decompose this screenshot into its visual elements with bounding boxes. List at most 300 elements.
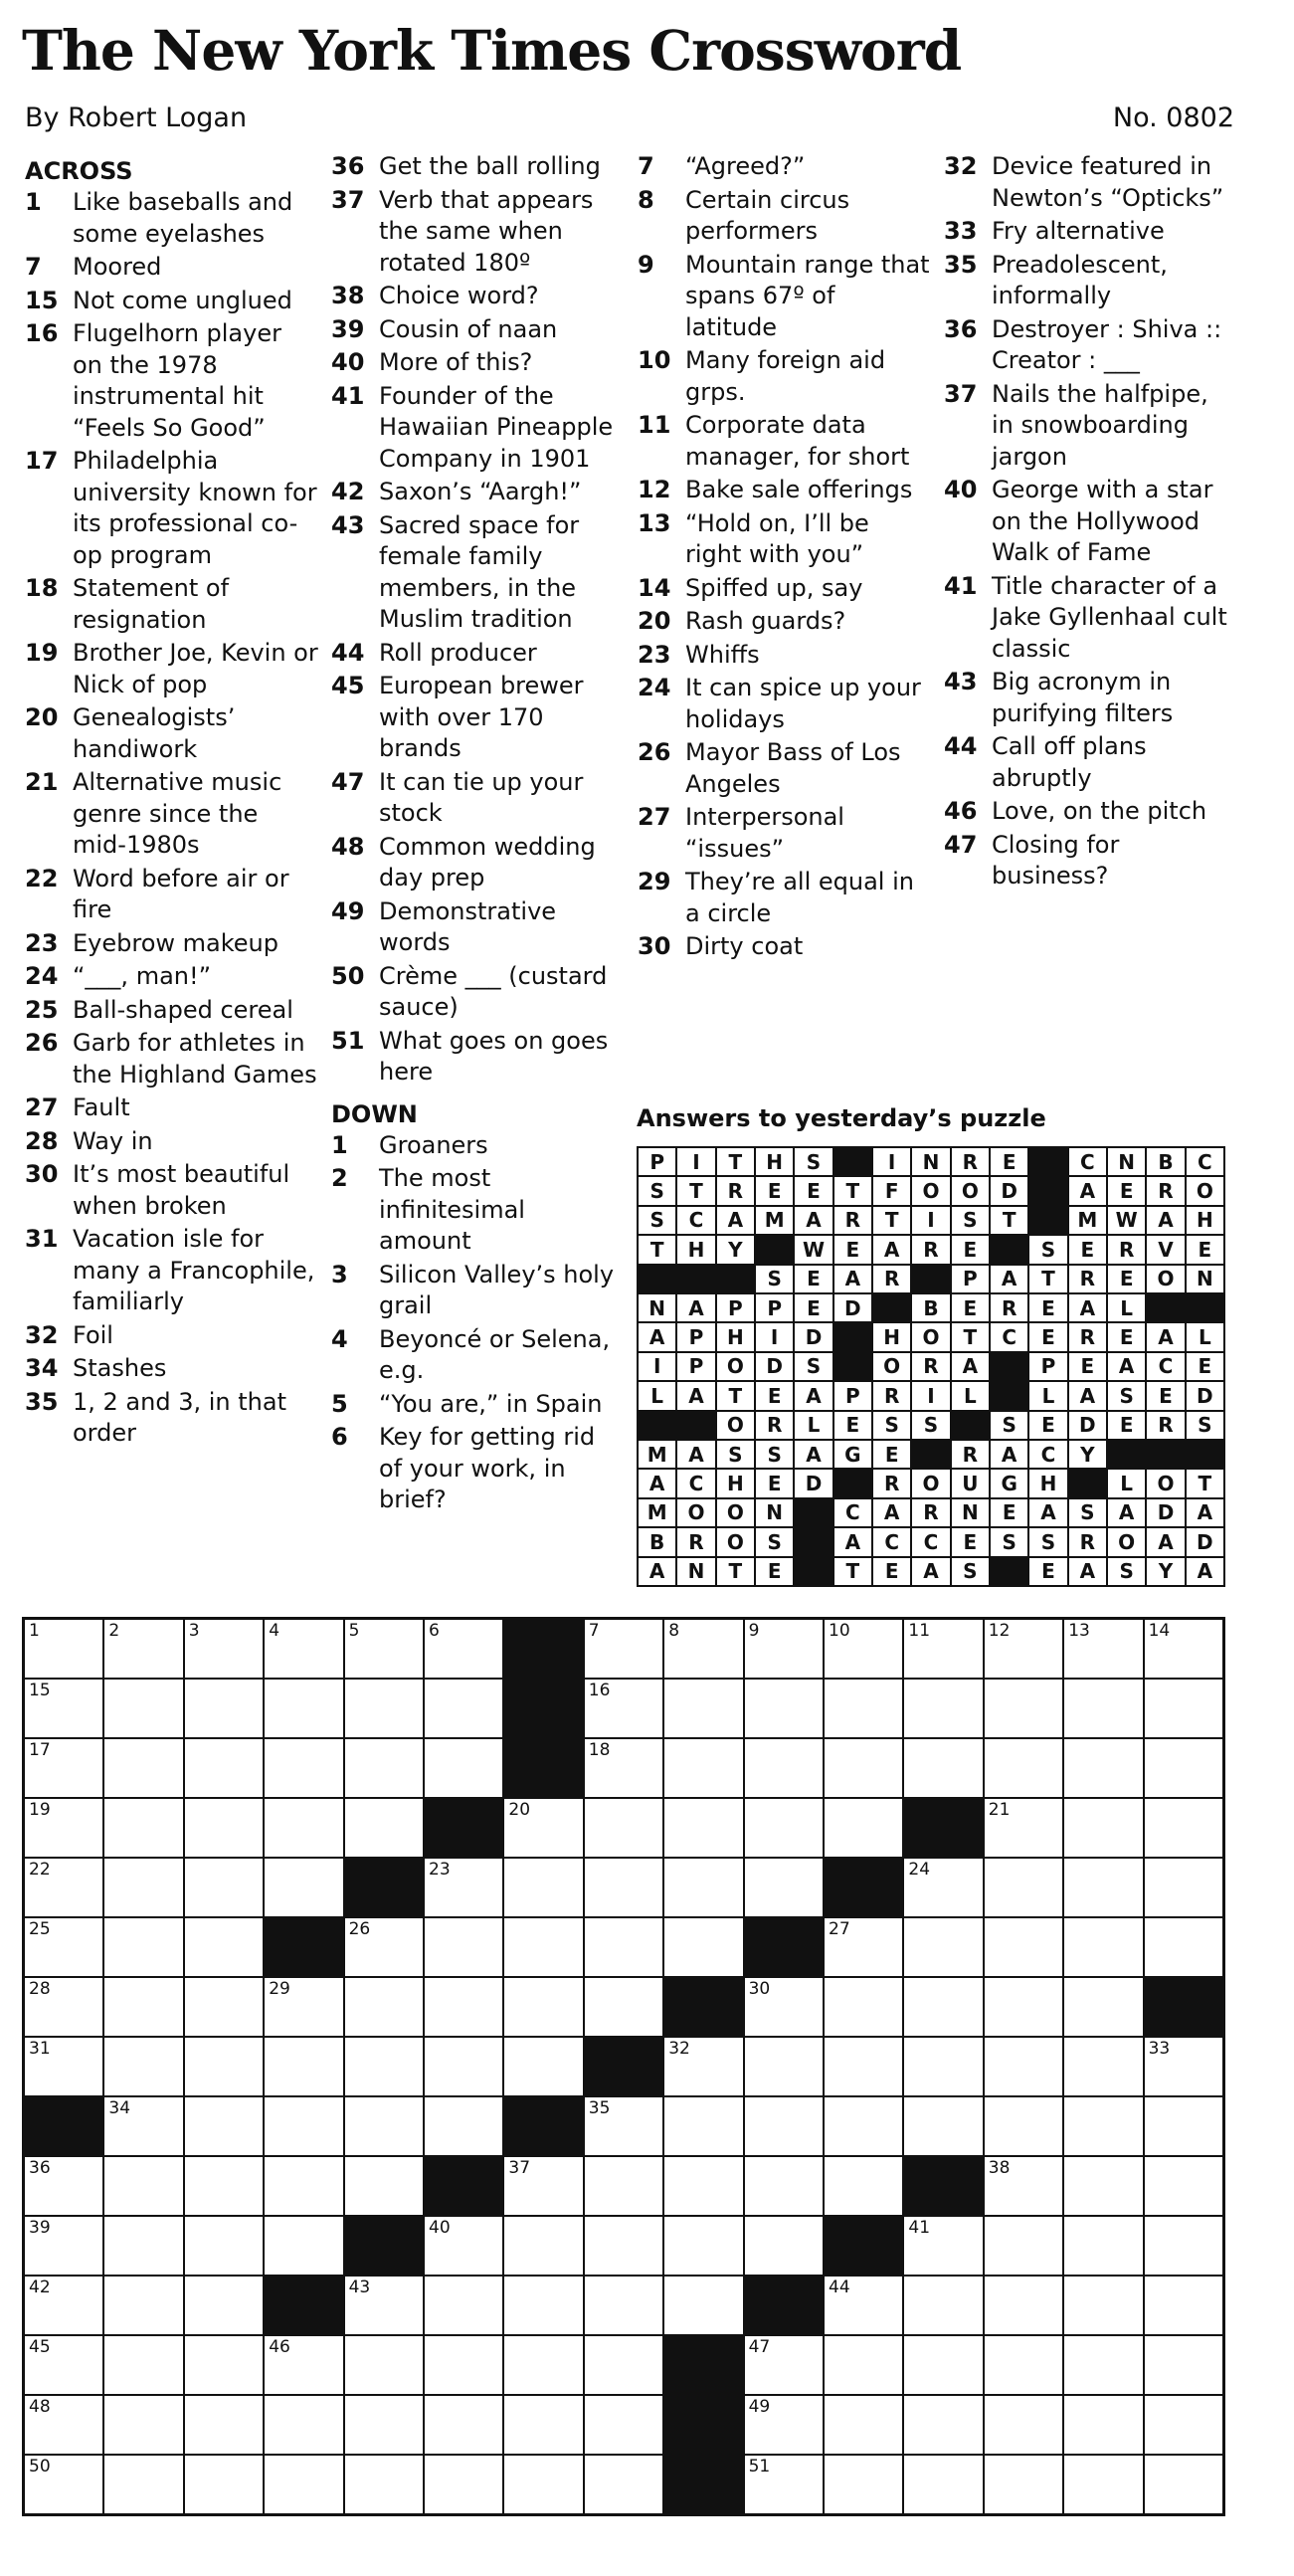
grid-cell[interactable]	[985, 2157, 1062, 2215]
grid-cell[interactable]	[745, 2336, 823, 2394]
grid-cell[interactable]	[504, 1859, 582, 1916]
grid-cell[interactable]	[585, 1680, 662, 1737]
across-clue-45[interactable]	[331, 671, 625, 765]
answer-letter-cell: O	[912, 1470, 949, 1496]
grid-cell[interactable]	[825, 2097, 902, 2155]
across-clue-19[interactable]	[25, 638, 318, 700]
across-clue-32[interactable]	[25, 1320, 318, 1352]
grid-cell[interactable]	[104, 2456, 182, 2513]
grid-cell[interactable]	[25, 1918, 102, 1976]
grid-cell[interactable]	[25, 1620, 102, 1678]
down-clue-12[interactable]	[638, 475, 931, 506]
grid-cell[interactable]	[104, 2157, 182, 2215]
grid-cell[interactable]	[25, 1739, 102, 1797]
down-clue-44[interactable]	[944, 731, 1237, 794]
grid-cell[interactable]	[745, 1680, 823, 1737]
grid-cell[interactable]	[745, 2217, 823, 2275]
across-clue-27[interactable]	[25, 1092, 318, 1124]
across-clue-42[interactable]	[331, 477, 625, 508]
grid-cell[interactable]	[1064, 1739, 1142, 1797]
grid-cell[interactable]	[1145, 1620, 1222, 1678]
grid-cell[interactable]	[904, 2336, 982, 2394]
grid-cell[interactable]	[25, 1799, 102, 1857]
grid-cell[interactable]	[745, 1978, 823, 2036]
grid-cell[interactable]	[345, 2456, 423, 2513]
answer-letter-cell: A	[639, 1558, 675, 1585]
grid-cell[interactable]	[825, 1620, 902, 1678]
clue-number: 23	[25, 928, 59, 957]
grid-cell[interactable]	[664, 1620, 742, 1678]
grid-cell[interactable]	[1145, 2097, 1222, 2155]
clue-text: Certain circus performers	[685, 185, 850, 245]
across-clue-22[interactable]	[25, 864, 318, 926]
down-clue-35[interactable]	[944, 250, 1237, 312]
grid-cell[interactable]	[745, 2038, 823, 2095]
across-clue-30[interactable]	[25, 1159, 318, 1222]
grid-cell[interactable]	[985, 2038, 1062, 2095]
grid-cell[interactable]	[904, 2038, 982, 2095]
grid-cell[interactable]	[745, 1799, 823, 1857]
grid-cell[interactable]	[104, 2336, 182, 2394]
grid-cell[interactable]	[265, 2097, 342, 2155]
grid-cell[interactable]	[265, 1978, 342, 2036]
grid-cell-number: 2	[108, 1621, 120, 1641]
grid-cell[interactable]	[265, 2396, 342, 2454]
grid-cell[interactable]	[985, 1739, 1062, 1797]
answer-letter-cell: S	[795, 1148, 832, 1175]
grid-cell[interactable]	[585, 1978, 662, 2036]
down-clue-20[interactable]	[638, 606, 931, 638]
grid-cell[interactable]	[585, 1918, 662, 1976]
grid-cell[interactable]	[185, 1978, 263, 2036]
grid-cell[interactable]	[185, 2157, 263, 2215]
grid-cell[interactable]	[1064, 2396, 1142, 2454]
across-clue-38[interactable]	[331, 281, 625, 312]
grid-cell[interactable]	[1145, 1918, 1222, 1976]
across-clue-47[interactable]	[331, 767, 625, 830]
across-clue-18[interactable]	[25, 573, 318, 636]
grid-cell[interactable]	[1064, 1680, 1142, 1737]
answer-black-square	[639, 1412, 675, 1439]
grid-cell[interactable]	[585, 2277, 662, 2334]
grid-cell[interactable]	[1145, 2217, 1222, 2275]
grid-cell[interactable]	[825, 1680, 902, 1737]
down-clue-33[interactable]	[944, 216, 1237, 248]
grid-cell[interactable]	[104, 1680, 182, 1737]
answer-letter-cell: S	[639, 1177, 675, 1204]
grid-cell[interactable]	[425, 2217, 502, 2275]
grid-cell[interactable]	[425, 1680, 502, 1737]
grid-cell[interactable]	[265, 1680, 342, 1737]
grid-cell[interactable]	[904, 1620, 982, 1678]
grid-cell[interactable]	[585, 1739, 662, 1797]
grid-cell[interactable]	[585, 1799, 662, 1857]
grid-cell[interactable]	[104, 2396, 182, 2454]
grid-cell[interactable]	[425, 1978, 502, 2036]
grid-cell[interactable]	[345, 1918, 423, 1976]
grid-cell[interactable]	[985, 1680, 1062, 1737]
grid-cell[interactable]	[25, 2396, 102, 2454]
answer-black-square	[1187, 1294, 1223, 1321]
clue-text: Moored	[73, 253, 162, 281]
grid-cell[interactable]	[825, 2277, 902, 2334]
grid-cell[interactable]	[265, 2157, 342, 2215]
grid-cell[interactable]	[345, 2038, 423, 2095]
answer-letter-cell: A	[1187, 1499, 1223, 1526]
grid-cell[interactable]	[904, 2396, 982, 2454]
grid-cell[interactable]	[265, 2038, 342, 2095]
grid-cell[interactable]	[1145, 2456, 1222, 2513]
grid-cell[interactable]	[265, 1620, 342, 1678]
grid-cell[interactable]	[504, 1799, 582, 1857]
grid-cell[interactable]	[745, 1859, 823, 1916]
grid-cell[interactable]	[345, 2336, 423, 2394]
grid-cell[interactable]	[825, 2157, 902, 2215]
grid-cell[interactable]	[585, 2097, 662, 2155]
grid-cell[interactable]	[104, 1620, 182, 1678]
grid-cell[interactable]	[504, 2396, 582, 2454]
down-clue-10[interactable]	[638, 345, 931, 408]
grid-cell[interactable]	[1064, 1799, 1142, 1857]
grid-cell[interactable]	[504, 2456, 582, 2513]
grid-cell[interactable]	[825, 2336, 902, 2394]
down-clue-11[interactable]	[638, 410, 931, 473]
grid-cell[interactable]	[185, 2456, 263, 2513]
grid-cell[interactable]	[745, 1620, 823, 1678]
grid-cell[interactable]	[664, 1918, 742, 1976]
clue-text: Rash guards?	[685, 607, 846, 635]
grid-cell[interactable]	[664, 2277, 742, 2334]
grid-cell[interactable]	[425, 1859, 502, 1916]
across-clue-7[interactable]	[25, 252, 318, 284]
answer-letter-cell: C	[1147, 1353, 1184, 1380]
grid-cell[interactable]	[585, 2396, 662, 2454]
down-clue-40[interactable]	[944, 475, 1237, 569]
grid-cell[interactable]	[585, 2157, 662, 2215]
grid-cell[interactable]	[345, 2097, 423, 2155]
across-clue-17[interactable]	[25, 446, 318, 571]
grid-cell[interactable]	[104, 2277, 182, 2334]
down-clue-41[interactable]	[944, 571, 1237, 666]
across-clue-24[interactable]	[25, 961, 318, 993]
grid-cell[interactable]	[1064, 2277, 1142, 2334]
grid-cell[interactable]	[25, 1859, 102, 1916]
clue-text: Garb for athletes in the Highland Games	[73, 1029, 317, 1089]
answer-letter-cell: L	[1108, 1294, 1145, 1321]
across-clue-1[interactable]	[25, 187, 318, 250]
grid-cell[interactable]	[664, 1859, 742, 1916]
grid-cell[interactable]	[345, 2277, 423, 2334]
down-clue-9[interactable]	[638, 250, 931, 344]
answer-black-square	[991, 1353, 1027, 1380]
grid-cell[interactable]	[185, 2336, 263, 2394]
down-clue-46[interactable]	[944, 796, 1237, 828]
grid-cell[interactable]	[504, 2217, 582, 2275]
grid-cell[interactable]	[25, 1978, 102, 2036]
grid-cell[interactable]	[985, 2336, 1062, 2394]
grid-cell[interactable]	[104, 1918, 182, 1976]
grid-cell[interactable]	[745, 2157, 823, 2215]
grid-cell[interactable]	[904, 1739, 982, 1797]
down-clue-23[interactable]	[638, 640, 931, 672]
down-clue-24[interactable]	[638, 673, 931, 735]
grid-cell[interactable]	[664, 2217, 742, 2275]
down-clue-4[interactable]	[331, 1324, 625, 1387]
grid-cell[interactable]	[585, 1859, 662, 1916]
grid-cell[interactable]	[1145, 1859, 1222, 1916]
grid-cell[interactable]	[504, 1978, 582, 2036]
grid-cell[interactable]	[1064, 1620, 1142, 1678]
answer-letter-cell: A	[1069, 1294, 1106, 1321]
grid-cell[interactable]	[185, 1620, 263, 1678]
answer-letter-cell: P	[639, 1148, 675, 1175]
down-clue-29[interactable]	[638, 867, 931, 929]
grid-cell[interactable]	[185, 2396, 263, 2454]
across-clue-34[interactable]	[25, 1353, 318, 1385]
grid-cell[interactable]	[425, 1918, 502, 1976]
clue-text: Fry alternative	[992, 217, 1165, 245]
grid-cell[interactable]	[345, 1799, 423, 1857]
grid-cell[interactable]	[345, 1680, 423, 1737]
across-clue-49[interactable]	[331, 896, 625, 959]
grid-cell[interactable]	[504, 2277, 582, 2334]
grid-cell[interactable]	[825, 2038, 902, 2095]
grid-cell[interactable]	[25, 2456, 102, 2513]
across-clue-43[interactable]	[331, 510, 625, 636]
grid-cell[interactable]	[185, 1918, 263, 1976]
grid-cell[interactable]	[25, 2336, 102, 2394]
grid-black-square	[504, 1680, 582, 1737]
grid-cell[interactable]	[904, 1680, 982, 1737]
grid-cell[interactable]	[985, 2456, 1062, 2513]
down-clue-30[interactable]	[638, 931, 931, 963]
across-clue-16[interactable]	[25, 318, 318, 444]
across-clue-40[interactable]	[331, 347, 625, 379]
grid-cell[interactable]	[425, 1739, 502, 1797]
grid-cell[interactable]	[425, 2097, 502, 2155]
grid-cell[interactable]	[985, 1799, 1062, 1857]
grid-cell[interactable]	[664, 1799, 742, 1857]
grid-cell[interactable]	[664, 2157, 742, 2215]
crossword-grid	[22, 1617, 1225, 2516]
grid-cell[interactable]	[825, 1918, 902, 1976]
down-clue-14[interactable]	[638, 573, 931, 605]
grid-cell[interactable]	[1064, 2097, 1142, 2155]
grid-cell[interactable]	[985, 1859, 1062, 1916]
grid-cell[interactable]	[664, 1680, 742, 1737]
down-clue-36[interactable]	[944, 314, 1237, 377]
across-clue-21[interactable]	[25, 767, 318, 862]
across-clue-41[interactable]	[331, 381, 625, 476]
grid-cell[interactable]	[585, 2336, 662, 2394]
across-clue-31[interactable]	[25, 1224, 318, 1318]
grid-cell[interactable]	[185, 1739, 263, 1797]
grid-cell[interactable]	[185, 2097, 263, 2155]
grid-cell[interactable]	[664, 1739, 742, 1797]
grid-cell[interactable]	[825, 2456, 902, 2513]
grid-cell[interactable]	[1064, 1859, 1142, 1916]
grid-cell[interactable]	[504, 1918, 582, 1976]
across-clue-28[interactable]	[25, 1126, 318, 1158]
grid-cell[interactable]	[745, 1739, 823, 1797]
down-clue-27[interactable]	[638, 802, 931, 865]
grid-cell[interactable]	[1145, 1739, 1222, 1797]
grid-cell[interactable]	[585, 1620, 662, 1678]
grid-cell[interactable]	[985, 1978, 1062, 2036]
across-clue-50[interactable]	[331, 961, 625, 1024]
grid-cell[interactable]	[825, 2396, 902, 2454]
grid-cell[interactable]	[1145, 1799, 1222, 1857]
grid-cell[interactable]	[504, 2157, 582, 2215]
down-clue-1[interactable]	[331, 1130, 625, 1162]
grid-cell[interactable]	[1145, 2396, 1222, 2454]
grid-cell[interactable]	[425, 2396, 502, 2454]
grid-cell[interactable]	[1064, 2336, 1142, 2394]
grid-cell[interactable]	[904, 2277, 982, 2334]
grid-cell[interactable]	[904, 2097, 982, 2155]
down-clue-3[interactable]	[331, 1260, 625, 1322]
grid-cell[interactable]	[1145, 2336, 1222, 2394]
grid-cell[interactable]	[1145, 2157, 1222, 2215]
grid-cell[interactable]	[745, 2097, 823, 2155]
clue-number: 25	[25, 995, 59, 1024]
grid-cell[interactable]	[104, 1799, 182, 1857]
grid-cell[interactable]	[1145, 2038, 1222, 2095]
grid-cell[interactable]	[985, 2277, 1062, 2334]
across-clue-20[interactable]	[25, 702, 318, 765]
grid-cell[interactable]	[265, 2336, 342, 2394]
clue-text: Mayor Bass of Los Angeles	[685, 738, 901, 798]
grid-cell[interactable]	[185, 1859, 263, 1916]
down-clue-7[interactable]	[638, 151, 931, 183]
grid-cell[interactable]	[904, 2456, 982, 2513]
across-clue-35[interactable]	[25, 1387, 318, 1450]
grid-cell[interactable]	[904, 1918, 982, 1976]
grid-cell[interactable]	[25, 2157, 102, 2215]
grid-cell[interactable]	[265, 1739, 342, 1797]
grid-cell[interactable]	[104, 1978, 182, 2036]
grid-cell[interactable]	[185, 2277, 263, 2334]
grid-cell[interactable]	[985, 2396, 1062, 2454]
grid-cell[interactable]	[1064, 2217, 1142, 2275]
grid-cell[interactable]	[25, 2277, 102, 2334]
grid-cell[interactable]	[985, 2217, 1062, 2275]
down-clue-8[interactable]	[638, 185, 931, 248]
grid-cell[interactable]	[1145, 2277, 1222, 2334]
grid-cell[interactable]	[425, 2336, 502, 2394]
grid-cell[interactable]	[104, 1859, 182, 1916]
down-clue-5[interactable]	[331, 1389, 625, 1421]
grid-cell[interactable]	[904, 1978, 982, 2036]
across-clue-48[interactable]	[331, 832, 625, 894]
down-clue-37[interactable]	[944, 379, 1237, 474]
down-clue-2[interactable]	[331, 1163, 625, 1258]
grid-cell[interactable]	[104, 2217, 182, 2275]
grid-cell[interactable]	[345, 2396, 423, 2454]
grid-cell[interactable]	[504, 2336, 582, 2394]
grid-cell[interactable]	[825, 1739, 902, 1797]
grid-cell[interactable]	[25, 2217, 102, 2275]
grid-cell[interactable]	[985, 2097, 1062, 2155]
answer-letter-cell: R	[1069, 1266, 1106, 1292]
grid-cell[interactable]	[825, 1799, 902, 1857]
grid-cell[interactable]	[25, 2038, 102, 2095]
grid-cell[interactable]	[425, 2277, 502, 2334]
grid-cell[interactable]	[664, 2038, 742, 2095]
across-clue-26[interactable]	[25, 1028, 318, 1090]
grid-cell[interactable]	[104, 2097, 182, 2155]
grid-black-square	[265, 2277, 342, 2334]
answer-letter-cell: T	[639, 1236, 675, 1263]
down-clue-13[interactable]	[638, 508, 931, 571]
grid-cell[interactable]	[1145, 1680, 1222, 1737]
down-clue-43[interactable]	[944, 667, 1237, 729]
grid-cell-number: 33	[1148, 2039, 1171, 2059]
grid-cell[interactable]	[745, 2456, 823, 2513]
grid-cell[interactable]	[185, 2038, 263, 2095]
across-clue-51[interactable]	[331, 1026, 625, 1089]
grid-cell[interactable]	[745, 2396, 823, 2454]
down-clue-32[interactable]	[944, 151, 1237, 214]
grid-cell[interactable]	[104, 1739, 182, 1797]
grid-cell[interactable]	[185, 2217, 263, 2275]
answer-letter-cell: P	[952, 1266, 989, 1292]
grid-cell[interactable]	[345, 1978, 423, 2036]
grid-cell[interactable]	[1064, 2456, 1142, 2513]
grid-cell[interactable]	[664, 2097, 742, 2155]
grid-cell[interactable]	[904, 2217, 982, 2275]
grid-cell[interactable]	[265, 1799, 342, 1857]
grid-cell[interactable]	[425, 2038, 502, 2095]
grid-cell[interactable]	[985, 1620, 1062, 1678]
grid-cell[interactable]	[425, 1620, 502, 1678]
grid-cell[interactable]	[585, 2456, 662, 2513]
grid-cell[interactable]	[1064, 2038, 1142, 2095]
grid-cell[interactable]	[345, 1620, 423, 1678]
grid-cell[interactable]	[504, 2038, 582, 2095]
grid-cell[interactable]	[1064, 1978, 1142, 2036]
grid-cell[interactable]	[104, 2038, 182, 2095]
grid-cell[interactable]	[904, 1859, 982, 1916]
grid-cell[interactable]	[825, 1978, 902, 2036]
answer-letter-cell: L	[1108, 1470, 1145, 1496]
grid-cell[interactable]	[185, 1799, 263, 1857]
grid-cell[interactable]	[345, 1739, 423, 1797]
grid-cell[interactable]	[265, 1859, 342, 1916]
grid-cell[interactable]	[25, 1680, 102, 1737]
down-clue-26[interactable]	[638, 737, 931, 800]
grid-cell[interactable]	[425, 2456, 502, 2513]
across-clue-44[interactable]	[331, 638, 625, 670]
across-clue-25[interactable]	[25, 995, 318, 1027]
across-clue-15[interactable]	[25, 286, 318, 317]
across-clue-37[interactable]	[331, 185, 625, 280]
grid-cell[interactable]	[345, 2157, 423, 2215]
grid-cell[interactable]	[1064, 1918, 1142, 1976]
grid-cell[interactable]	[1064, 2157, 1142, 2215]
across-clue-23[interactable]	[25, 928, 318, 960]
down-clue-6[interactable]	[331, 1422, 625, 1516]
down-clue-47[interactable]	[944, 830, 1237, 892]
grid-cell[interactable]	[185, 1680, 263, 1737]
across-clue-36[interactable]	[331, 151, 625, 183]
across-clue-39[interactable]	[331, 314, 625, 346]
grid-cell[interactable]	[265, 2456, 342, 2513]
grid-cell[interactable]	[985, 1918, 1062, 1976]
grid-cell[interactable]	[585, 2217, 662, 2275]
answer-letter-cell: A	[1029, 1499, 1066, 1526]
grid-cell[interactable]	[265, 2217, 342, 2275]
